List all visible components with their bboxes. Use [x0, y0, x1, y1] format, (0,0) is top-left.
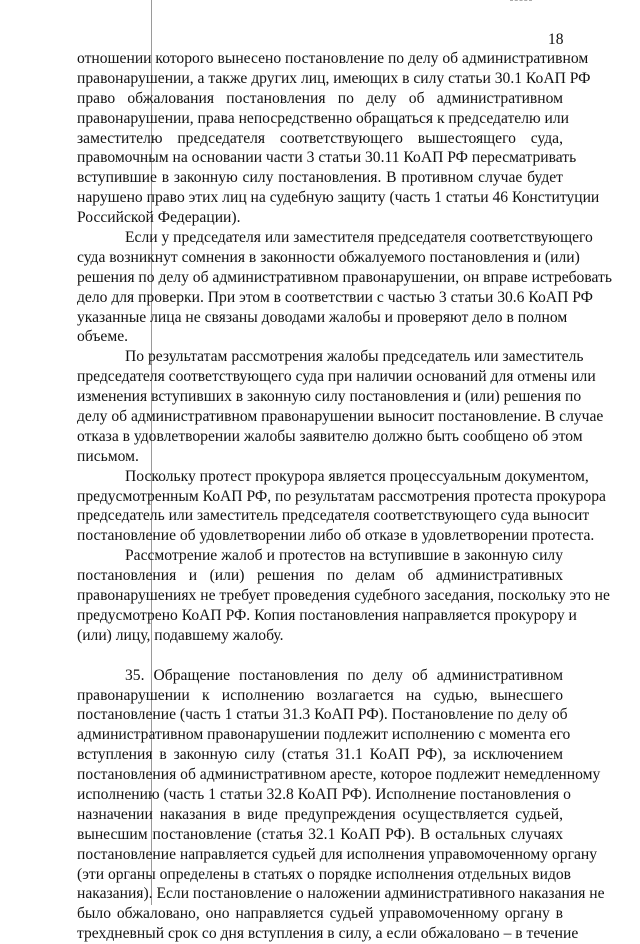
text-line: предусмотрено КоАП РФ. Копия постановления направляется прокурору и	[77, 606, 577, 624]
text-line: нарушено право этих лиц на судебную защиту (часть 1 статьи 46 Конституции	[77, 189, 600, 207]
paragraph	[77, 49, 600, 228]
text-line: По результатам рассмотрения жалобы председатель или заместитель	[125, 348, 584, 366]
text-line: постановления и (или) решения по делам об административных	[77, 567, 563, 585]
text-line: Если у председателя или заместителя председателя соответствующего	[125, 229, 593, 247]
text-line: постановление об удовлетворении либо об отказе в удовлетворении протеста.	[77, 527, 595, 545]
text-line: Поскольку протест прокурора является процессуальным документом,	[125, 467, 589, 485]
text-line: правонарушениях не требует проведения судебного заседания, поскольку это не	[77, 587, 610, 605]
text-line: постановления об административном аресте, которое подлежит немедленному	[77, 766, 601, 784]
text-line: Рассмотрение жалоб и протестов на вступившие в законную силу	[125, 547, 563, 565]
text-line: постановление направляется судьей для исполнения управомоченному органу	[77, 845, 598, 863]
text-line: (или) лицу, подавшему жалобу.	[77, 626, 284, 644]
text-line: указанные лица не связаны доводами жалобы и проверяют дело в полном	[77, 308, 568, 326]
text-line: трехдневный срок со дня вступления в силу, а если обжаловано – в течение	[77, 925, 579, 943]
paragraph	[77, 347, 604, 466]
text-line: делу об административном правонарушении выносит постановление. В случае	[77, 408, 604, 426]
text-line: изменения вступивших в законную силу постановления и (или) решения по	[77, 388, 582, 406]
paragraph	[77, 546, 610, 645]
text-line: Российской Федерации).	[77, 209, 241, 227]
text-line: суда возникнут сомнения в законности обжалуемого постановления и (или)	[77, 248, 580, 266]
paragraph	[77, 467, 606, 547]
text-line: право обжалования постановления по делу об административном	[77, 89, 563, 107]
text-line: предусмотренным КоАП РФ, по результатам рассмотрения протеста прокурора	[77, 487, 606, 505]
text-line: правонарушении, а также других лиц, имеющих в силу статьи 30.1 КоАП РФ	[77, 69, 591, 87]
text-line: было обжаловано, оно направляется судьей управомоченному органу в	[77, 905, 563, 923]
paragraph-gap	[77, 646, 563, 666]
text-line: правомочным на основании части 3 статьи 30.11 КоАП РФ пересматривать	[77, 149, 577, 167]
text-line: заместителю председателя соответствующего вышестоящего суда,	[77, 129, 563, 147]
paragraph	[77, 666, 605, 944]
text-line: решения по делу об административном правонарушении, он вправе истребовать	[77, 268, 612, 286]
text-line: председателя соответствующего суда при наличии оснований для отмены или	[77, 368, 596, 386]
text-line: письмом.	[77, 447, 139, 465]
text-line: отказа в удовлетворении жалобы заявителю должно быть сообщено об этом	[77, 427, 583, 445]
text-line: постановление (часть 1 статьи 31.3 КоАП РФ). Постановление по делу об	[77, 706, 568, 724]
text-line: отношении которого вынесено постановление по делу об административном	[77, 50, 589, 67]
text-line: административном правонарушении подлежит исполнению с момента его	[77, 726, 571, 744]
text-line: дело для проверки. При этом в соответствии с частью 3 статьи 30.6 КоАП РФ	[77, 288, 593, 306]
text-line: назначении наказания в виде предупреждения осуществляется судьей,	[77, 805, 563, 823]
text-line: наказания). Если постановление о наложении административного наказания не	[77, 885, 605, 903]
page-number: 18	[548, 31, 564, 48]
text-line: исполнению (часть 1 статьи 32.8 КоАП РФ). Исполнение постановления о	[77, 785, 571, 803]
paragraph	[77, 228, 612, 347]
text-line: вступившие в законную силу постановления. В противном случае будет	[77, 169, 563, 187]
scan-top-mark	[510, 0, 532, 3]
text-line: объеме.	[77, 328, 129, 346]
text-line: вступления в законную силу (статья 31.1 КоАП РФ), за исключением	[77, 746, 563, 764]
text-line: (эти органы определены в статьях о порядке исполнения отдельных видов	[77, 865, 572, 883]
text-line: председатель или заместитель председателя соответствующего суда выносит	[77, 507, 590, 525]
text-line: правонарушении к исполнению возлагается на судью, вынесшего	[77, 686, 563, 704]
text-line: 35. Обращение постановления по делу об административном	[125, 666, 563, 684]
text-line: вынесшим постановление (статья 32.1 КоАП РФ). В остальных случаях	[77, 825, 563, 843]
text-line: правонарушении, права непосредственно обращаться к председателю или	[77, 109, 570, 127]
document-body	[77, 49, 612, 944]
